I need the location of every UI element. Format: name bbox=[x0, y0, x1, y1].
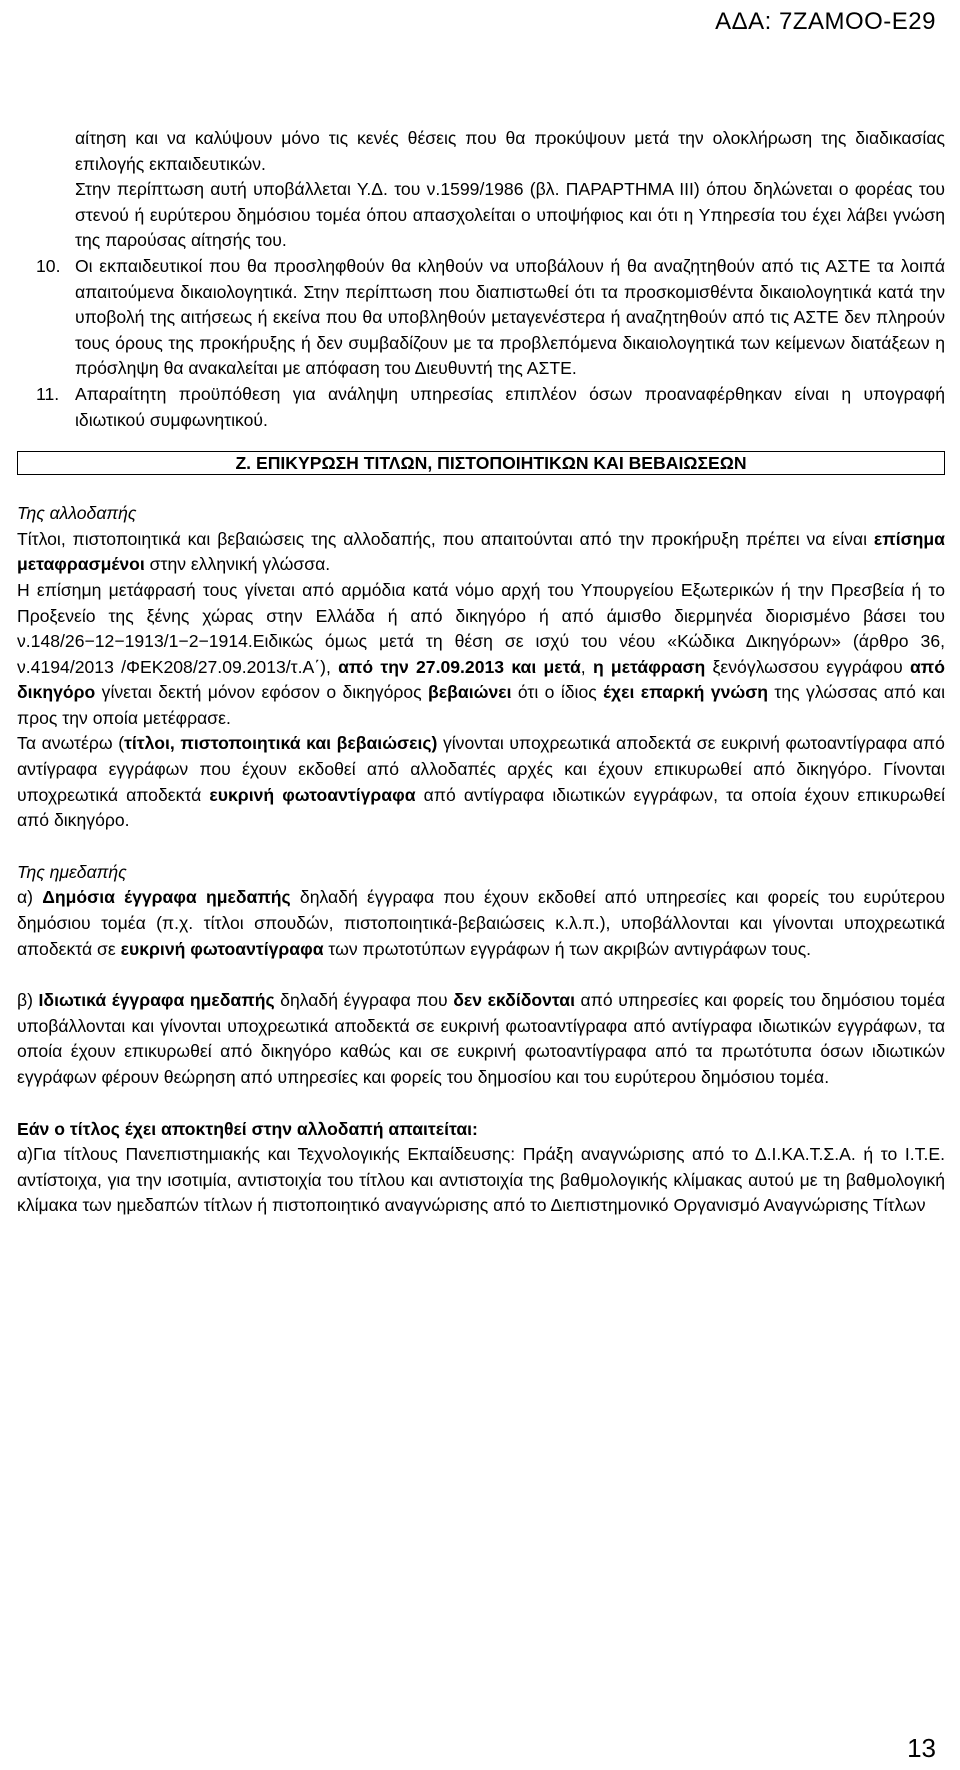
ada-code: ΑΔΑ: 7ΖΑΜΟΟ-Ε29 bbox=[715, 8, 936, 35]
abroad-heading: Εάν ο τίτλος έχει αποκτηθεί στην αλλοδαπή απαιτείται: bbox=[17, 1118, 478, 1139]
list-item-11 bbox=[17, 382, 945, 433]
intro-line-1: αίτηση και να καλύψουν μόνο τις κενές θέσεις που θα προκύψουν μετά την ολοκλήρωση της διαδικασίας επιλογής εκπαιδευτικών. bbox=[75, 128, 945, 174]
list-item-number: 10. bbox=[36, 255, 61, 276]
domestic-paragraph-b: β) Ιδιωτικά έγγραφα ημεδαπής δηλαδή έγγραφα που δεν εκδίδονται από υπηρεσίες και φορείς του δημόσιου τομέα υποβάλλονται και γίνονται υποχρεωτικά αποδεκτά σε ευκρινή φωτοαντίγραφα από αντίγραφα ιδιωτικών εγγράφων, τα οποία έχουν επικυρωθεί από δικηγόρο καθώς και σε ευκρινή φωτοαντίγραφα από τα πρωτότυπα όσων ιδιωτικών εγγράφων φέρουν θεώρηση από υπηρεσίες και φορείς του δημοσίου και του ευρύτερου δημόσιου τομέα. bbox=[17, 990, 946, 1087]
domestic-heading: Της ημεδαπής bbox=[17, 861, 127, 882]
list-item-text: Απαραίτητη προϋπόθεση για ανάληψη υπηρεσίας επιπλέον όσων προαναφέρθηκαν είναι η υπογραφή ιδιωτικού συμφωνητικού. bbox=[75, 383, 945, 430]
page-content bbox=[17, 126, 945, 1219]
list-item-number: 11. bbox=[36, 383, 60, 404]
foreign-paragraph-2: Η επίσημη μετάφρασή τους γίνεται από αρμόδια κατά νόμο αρχή του Υπουργείου Εξωτερικών ή την Πρεσβεία ή το Προξενείο της ξένης χώρας στην Ελλάδα ή από δικηγόρο ή από άμισθο διερμηνέα διορισμένο βάσει του ν.148/26−12−1913/1−2−1914.Ειδικώς όμως μετά τη θέση σε ισχύ του νέου «Κώδικα Δικηγόρων» (άρθρο 36, ν.4194/2013 /ΦΕΚ208/27.09.2013/τ.Α΄), από την 27.09.2013 και μετά, η μετάφραση ξενόγλωσσου εγγράφου από δικηγόρο γίνεται δεκτή μόνον εφόσον ο δικηγόρος βεβαιώνει ότι ο ίδιος έχει επαρκή γνώση της γλώσσας από και προς την οποία μετέφρασε. bbox=[17, 579, 946, 728]
page-number: 13 bbox=[907, 1733, 936, 1763]
abroad-paragraph-a: α)Για τίτλους Πανεπιστημιακής και Τεχνολογικής Εκπαίδευσης: Πράξη αναγνώρισης από το Δ.Ι.ΚΑ.Τ.Σ.Α. ή το Ι.Τ.Ε. αντίστοιχα, για την ισοτιμία, αντιστοιχία του τίτλου και αντιστοιχία της βαθμολογικής κλίμακας αυτού με τη βαθμολογική κλίμακα των ημεδαπών τίτλων ή πιστοποιητικό αναγνώρισης από το Διεπιστημονικό Οργανισμό Αναγνώρισης Τίτλων bbox=[17, 1144, 945, 1216]
list-item-10 bbox=[17, 254, 945, 382]
list-item-text: Οι εκπαιδευτικοί που θα προσληφθούν θα κληθούν να υποβάλουν ή θα αναζητηθούν από τις ΑΣΤΕ τα λοιπά απαιτούμενα δικαιολογητικά. Στην περίπτωση που διαπιστωθεί ότι τα προσκομισθέντα δικαιολογητικά κατά την υποβολή της αιτήσεως ή εκείνα που θα υποβληθούν μεταγενέστερα ή αναζητηθούν από τις ΑΣΤΕ δεν πληρούν τους όρους της προκήρυξης ή δεν συμβαδίζουν με τα προβλεπόμενα δικαιολογητικά των κείμενων διατάξεων η πρόσληψη θα ανακαλείται με απόφαση του Διευθυντή της ΑΣΤΕ. bbox=[75, 255, 945, 379]
foreign-paragraph-3: Τα ανωτέρω (τίτλοι, πιστοποιητικά και βεβαιώσεις) γίνονται υποχρεωτικά αποδεκτά σε ευκρινή φωτοαντίγραφα από αντίγραφα εγγράφων που έχουν εκδοθεί από αλλοδαπές αρχές και έχουν επικυρωθεί από δικηγόρο. Γίνονται υποχρεωτικά αποδεκτά ευκρινή φωτοαντίγραφα από αντίγραφα ιδιωτικών εγγράφων, τα οποία έχουν επικυρωθεί από δικηγόρο. bbox=[17, 733, 946, 831]
intro-line-2: Στην περίπτωση αυτή υποβάλλεται Υ.Δ. του ν.1599/1986 (βλ. ΠΑΡΑΡΤΗΜΑ ΙΙΙ) όπου δηλώνεται ο φορέας του στενού ή ευρύτερου δημόσιου τομέα όπου απασχολείται ο υποψήφιος και ότι η Υπηρεσία του έχει λάβει γνώση της παρούσας αίτησής του. bbox=[75, 179, 945, 251]
section-title: Ζ. ΕΠΙΚΥΡΩΣΗ ΤΙΤΛΩΝ, ΠΙΣΤΟΠΟΙΗΤΙΚΩΝ ΚΑΙ ΒΕΒΑΙΩΣΕΩΝ bbox=[235, 453, 747, 474]
foreign-paragraph-1: Τίτλοι, πιστοποιητικά και βεβαιώσεις της αλλοδαπής, που απαιτούνται από την προκήρυξη πρέπει να είναι επίσημα μεταφρασμένοι στην ελληνική γλώσσα. bbox=[17, 528, 945, 575]
domestic-paragraph-a: α) Δημόσια έγγραφα ημεδαπής δηλαδή έγγραφα που έχουν εκδοθεί από υπηρεσίες και φορείς του ευρύτερου δημόσιου τομέα (π.χ. τίτλοι σπουδών, πιστοποιητικά-βεβαιώσεις κ.λ.π.), υποβάλλονται και γίνονται υποχρεωτικά αποδεκτά σε ευκρινή φωτοαντίγραφα των πρωτοτύπων εγγράφων ή των ακριβών αντιγράφων τους. bbox=[17, 887, 945, 959]
foreign-heading: Της αλλοδαπής bbox=[17, 503, 137, 524]
section-heading-box bbox=[17, 451, 945, 475]
